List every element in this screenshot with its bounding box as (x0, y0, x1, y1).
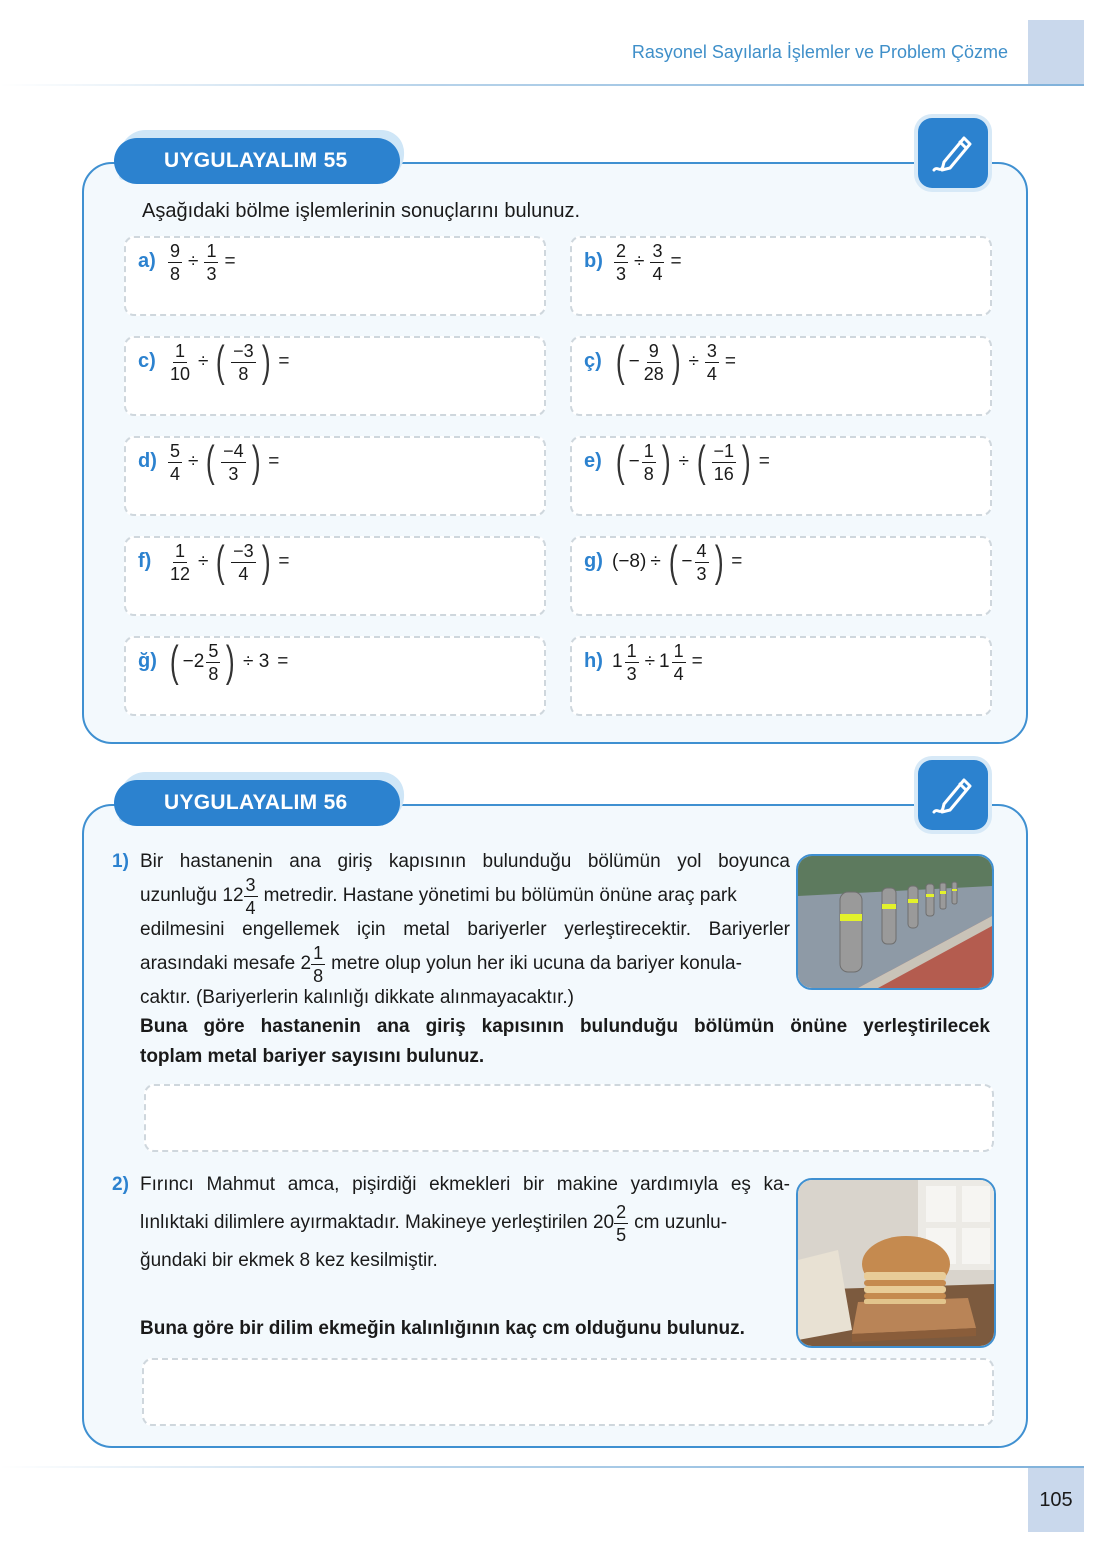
fraction: $\frac{1}{3}$ (206, 240, 217, 284)
fraction: $\frac{-3}{4}$ (233, 540, 254, 584)
text-line: caktır. (Bariyerlerin kalınlığı dikkate alınmayacaktır.) (140, 987, 574, 1008)
exercise-label: b) (584, 250, 603, 272)
exercise-expression: $\frac{2}{3}$ ÷ $\frac{3}{4}$ = (616, 240, 682, 284)
exercise-expression: (−8) ÷ ( − $\frac{4}{3}$ ) = (612, 537, 743, 586)
bread-photo (796, 1178, 996, 1348)
exercise-expression: ( − 2 $\frac{5}{8}$ ) ÷ 3 = (169, 637, 289, 686)
fraction: $\frac{4}{3}$ (696, 540, 707, 584)
exercise-e[interactable] (570, 436, 992, 516)
fraction: $\frac{-4}{3}$ (223, 440, 244, 484)
exercise-expression: $\frac{9}{8}$ ÷ $\frac{1}{3}$ = (170, 240, 236, 284)
fraction: $\frac{-3}{8}$ (233, 340, 254, 384)
fraction: $\frac{9}{8}$ (170, 240, 181, 284)
section-55-instruction: Aşağıdaki bölme işlemlerinin sonuçlarını bulunuz. (142, 200, 581, 222)
header-divider (0, 84, 1084, 86)
problem-2-question (140, 1312, 800, 1346)
exercise-b[interactable] (570, 236, 992, 316)
page-number: 105 (1028, 1468, 1084, 1532)
section-56-banner (114, 780, 404, 832)
exercise-d[interactable] (124, 436, 546, 516)
bollards-photo (796, 854, 994, 990)
text-line: edilmesini engellemek için metal bariyerler yerleştirecektir. Bariyerler (140, 919, 790, 940)
text-line: uzunluğu 12 $\frac{3}{4}$ metredir. Hastane yönetimi bu bölümün önüne araç park (140, 874, 737, 918)
exercise-label: ğ) (138, 650, 157, 672)
exercise-expression: $\frac{1}{12}$ ÷ ( $\frac{-3}{4}$ ) = (170, 537, 290, 586)
exercise-gg[interactable] (124, 636, 546, 716)
text-line: Buna göre hastanenin ana giriş kapısının bulunduğu bölümün önüne yerleştirilecek (140, 1016, 990, 1037)
section-55-banner (114, 138, 404, 190)
exercise-cc[interactable] (570, 336, 992, 416)
exercise-g[interactable] (570, 536, 992, 616)
problem-1-question (140, 1012, 990, 1072)
pencil-icon (918, 118, 988, 188)
exercise-label: c) (138, 350, 156, 372)
fraction: $\frac{5}{4}$ (170, 440, 181, 484)
text-line: lınlıktaki dilimlere ayırmaktadır. Makineye yerleştirilen 20 $\frac{2}{5}$ cm uzunlu- (140, 1201, 728, 1245)
fraction: $\frac{3}{4}$ (652, 240, 663, 284)
text-line: toplam metal bariyer sayısını bulunuz. (140, 1046, 485, 1067)
header-tab (1028, 20, 1084, 84)
exercise-label: a) (138, 250, 156, 272)
footer-divider (0, 1466, 1084, 1468)
exercise-expression: ( − $\frac{9}{28}$ ) ÷ $\frac{3}{4}$ = (615, 337, 737, 386)
fraction: $\frac{1}{10}$ (170, 340, 191, 384)
fraction: $\frac{1}{4}$ (673, 640, 684, 684)
exercise-label: d) (138, 450, 157, 472)
exercise-label: h) (584, 650, 603, 672)
exercise-h[interactable] (570, 636, 992, 716)
exercise-expression: ( − $\frac{1}{8}$ ) ÷ ( $\frac{-1}{16}$ ) = (615, 437, 770, 486)
section-56-title: UYGULAYALIM 56 (114, 780, 400, 826)
exercise-f[interactable] (124, 536, 546, 616)
fraction: $\frac{2}{3}$ (616, 240, 627, 284)
fraction: $\frac{1}{8}$ (313, 942, 324, 986)
fraction: $\frac{1}{8}$ (643, 440, 654, 484)
problem-1-text (140, 845, 790, 1015)
exercise-expression: $\frac{5}{4}$ ÷ ( $\frac{-4}{3}$ ) = (170, 437, 280, 486)
text-line: Fırıncı Mahmut amca, pişirdiği ekmekleri bir makine yardımıyla eş ka- (140, 1174, 790, 1195)
exercise-a[interactable] (124, 236, 546, 316)
problem-2-text (140, 1167, 790, 1279)
fraction: $\frac{3}{4}$ (245, 874, 256, 918)
fraction: $\frac{-1}{16}$ (713, 440, 735, 484)
fraction: $\frac{2}{5}$ (616, 1201, 627, 1245)
fraction: $\frac{9}{28}$ (643, 340, 664, 384)
answer-box-1[interactable] (144, 1084, 994, 1152)
problem-2-number: 2) (112, 1174, 129, 1195)
exercise-c[interactable] (124, 336, 546, 416)
text-line: Buna göre bir dilim ekmeğin kalınlığının kaç cm olduğunu bulunuz. (140, 1318, 745, 1339)
text-line: arasındaki mesafe 2 $\frac{1}{8}$ metre olup yolun her iki ucuna da bariyer konula- (140, 942, 742, 986)
text-line: ğundaki bir ekmek 8 kez kesilmiştir. (140, 1250, 438, 1271)
fraction: $\frac{3}{4}$ (706, 340, 717, 384)
exercise-expression: 1 $\frac{1}{3}$ ÷ 1 $\frac{1}{4}$ = (612, 640, 703, 684)
pencil-icon (918, 760, 988, 830)
exercise-label: f) (138, 550, 152, 572)
fraction: $\frac{5}{8}$ (208, 640, 219, 684)
section-55-title: UYGULAYALIM 55 (114, 138, 400, 184)
fraction: $\frac{1}{3}$ (626, 640, 637, 684)
answer-box-2[interactable] (142, 1358, 994, 1426)
fraction: $\frac{1}{12}$ (170, 540, 191, 584)
problem-1-number: 1) (112, 851, 129, 872)
exercise-label: ç) (584, 350, 602, 372)
page-header-title: Rasyonel Sayılarla İşlemler ve Problem Çözme (631, 42, 1008, 62)
exercise-label: g) (584, 550, 603, 572)
exercise-expression: $\frac{1}{10}$ ÷ ( $\frac{-3}{8}$ ) = (170, 337, 290, 386)
text-line: Bir hastanenin ana giriş kapısının bulunduğu bölümün yol boyunca (140, 851, 790, 872)
exercise-label: e) (584, 450, 602, 472)
